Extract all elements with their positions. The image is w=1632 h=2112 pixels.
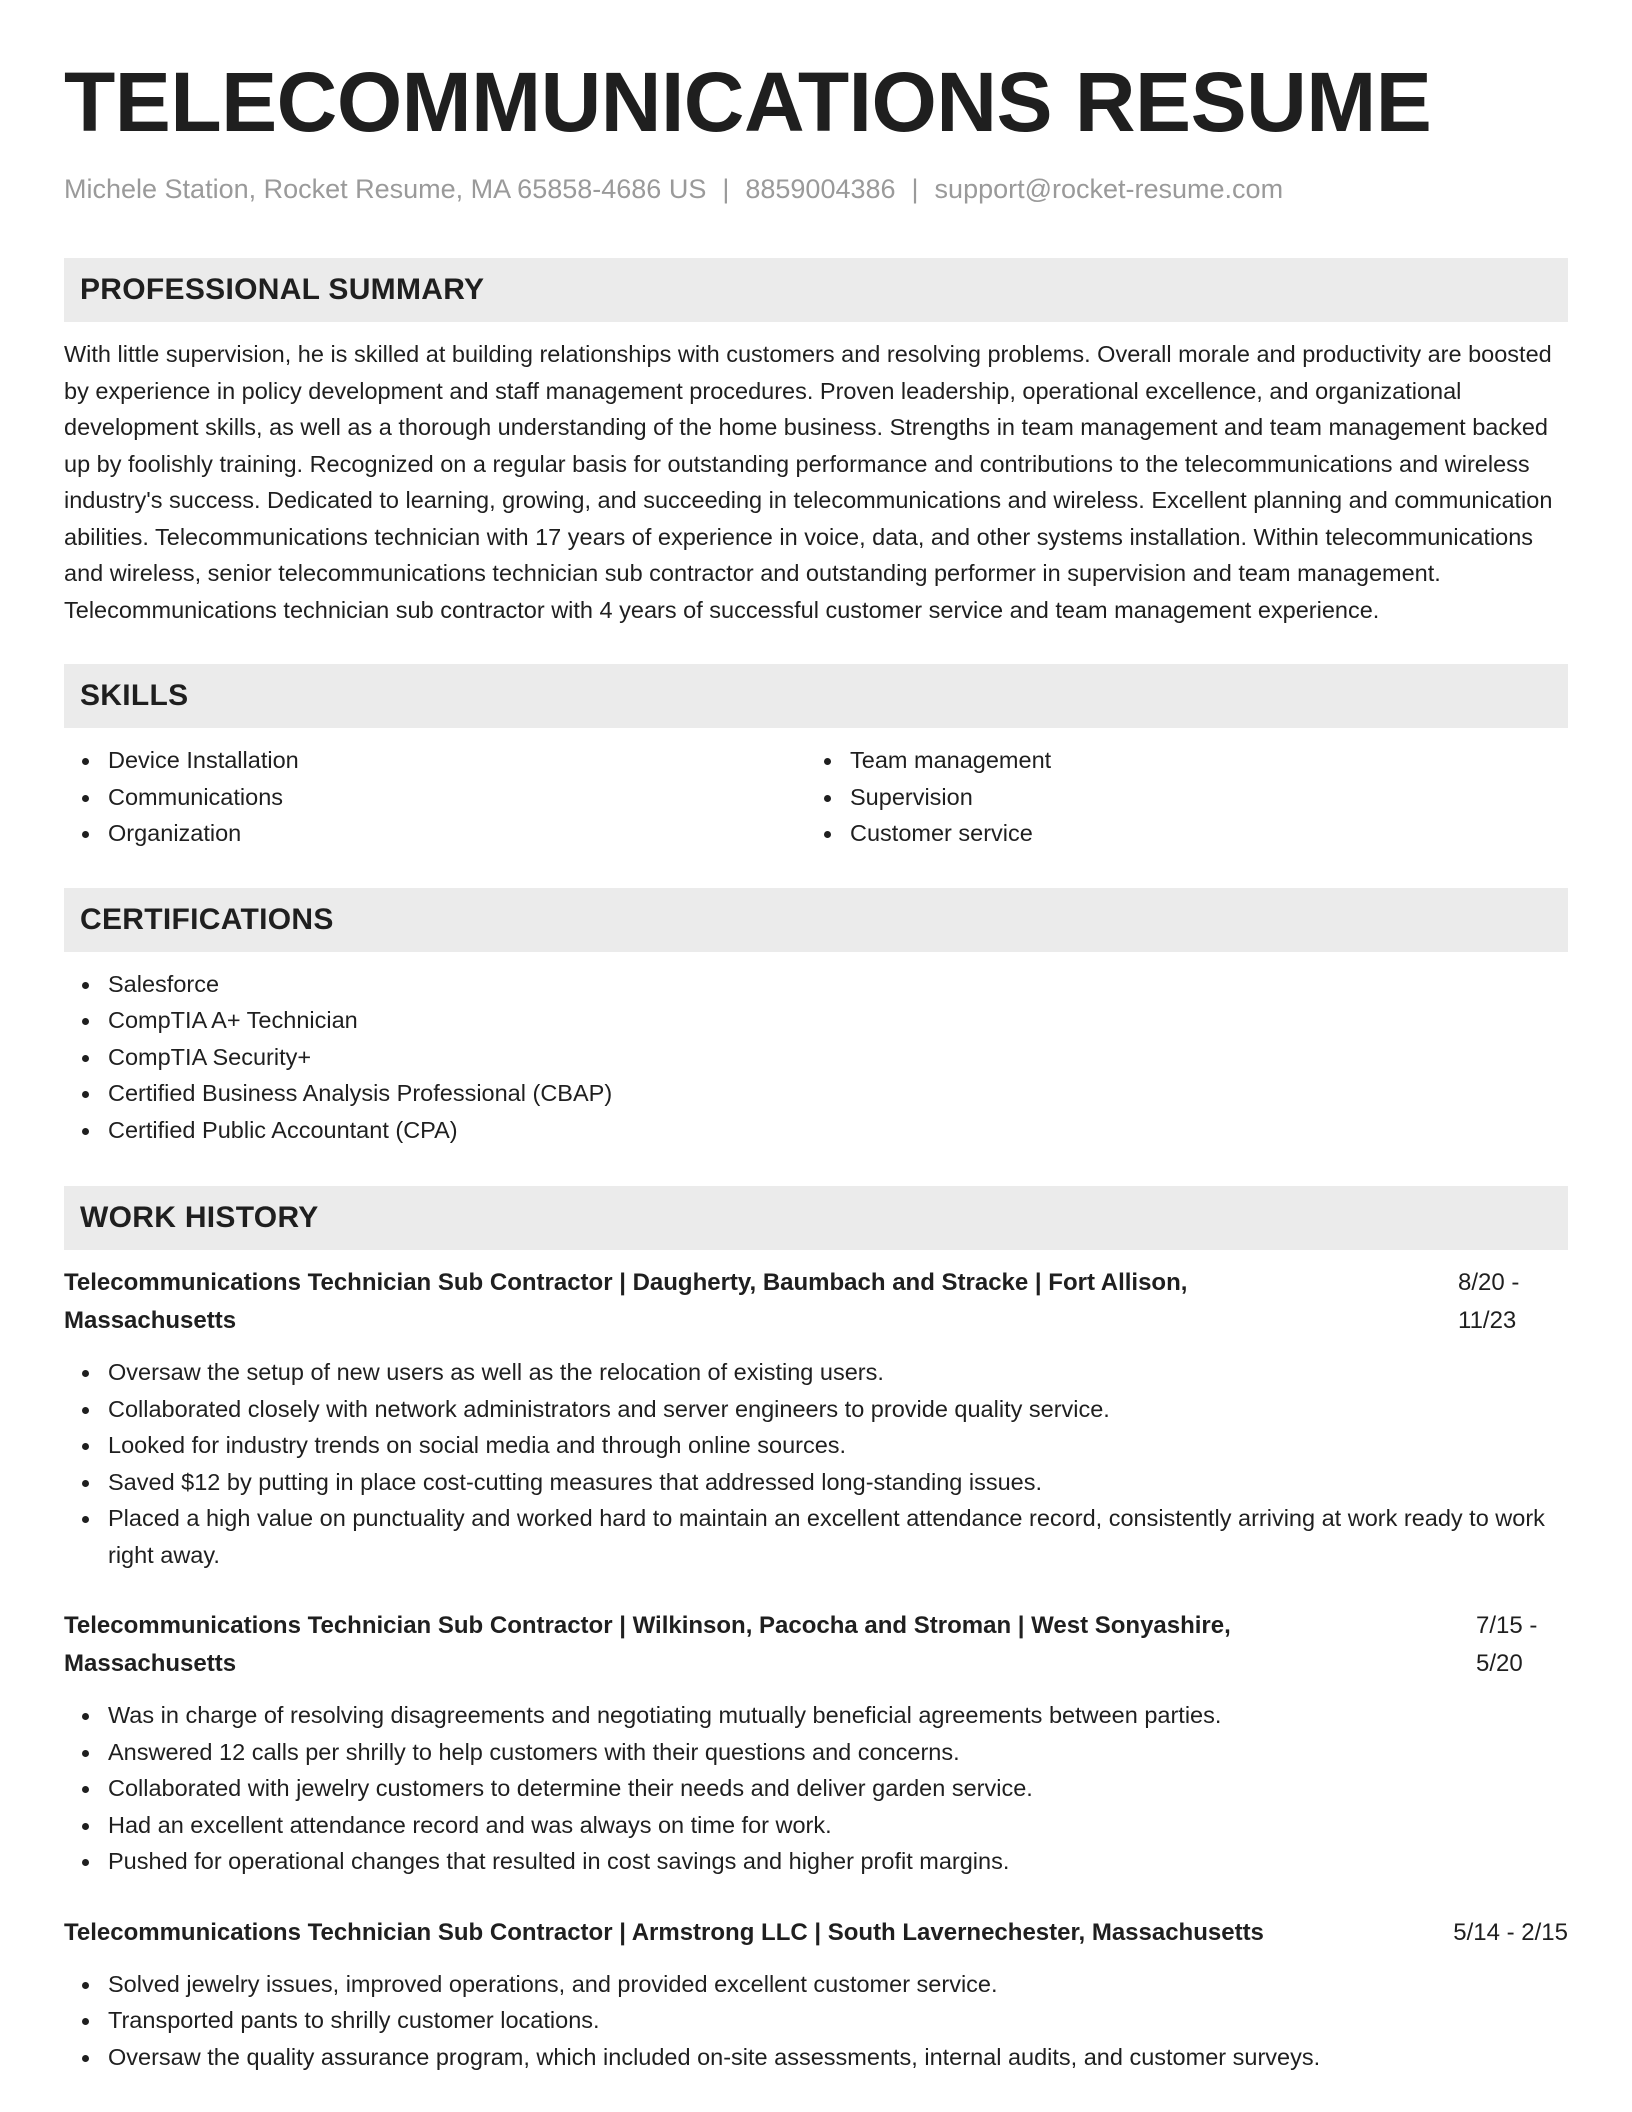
job-date: 7/15 - 5/20 [1476, 1612, 1538, 1677]
certification-item: CompTIA A+ Technician [64, 1002, 1568, 1039]
job-date: 5/14 - 2/15 [1453, 1918, 1568, 1946]
job-bullet: Solved jewelry issues, improved operations, and provided excellent customer service. [64, 1966, 1568, 2003]
section-header-skills: SKILLS [64, 664, 1568, 728]
section-header-summary: PROFESSIONAL SUMMARY [64, 258, 1568, 322]
skills-column-left [64, 742, 806, 852]
certification-item: Salesforce [64, 966, 1568, 1003]
contact-separator: | [911, 174, 919, 204]
certification-item: CompTIA Security+ [64, 1039, 1568, 1076]
job-bullet: Collaborated with jewelry customers to determine their needs and deliver garden service. [64, 1770, 1568, 1807]
contact-separator: | [722, 174, 730, 204]
job-title: Telecommunications Technician Sub Contractor | Armstrong LLC | South Lavernechester, Massachusetts [64, 1918, 1264, 1946]
job-bullets [64, 1697, 1568, 1880]
professional-summary-text: With little supervision, he is skilled at building relationships with customers and resolving problems. Overall morale and productivity are boosted by experience in policy development and staff management procedures. Proven leadership, operational excellence, and organizational development skills, as well as a thorough understanding of the home business. Strengths in team management and team management backed up by foolishly training. Recognized on a regular basis for outstanding performance and contributions to the telecommunications and wireless industry's success. Dedicated to learning, growing, and succeeding in telecommunications and wireless. Excellent planning and communication abilities. Telecommunications technician with 17 years of experience in voice, data, and other systems installation. Within telecommunications and wireless, senior telecommunications technician sub contractor and outstanding performer in supervision and team management. Telecommunications technician sub contractor with 4 years of successful customer service and team management experience. [64, 341, 1553, 623]
job-bullet: Collaborated closely with network administrators and server engineers to provide quality service. [64, 1391, 1568, 1428]
contact-email: support@rocket-resume.com [934, 174, 1284, 204]
skill-item: Team management [806, 742, 1548, 779]
contact-phone: 8859004386 [745, 174, 896, 204]
job-header [64, 1264, 1568, 1340]
certification-item: Certified Business Analysis Professional (CBAP) [64, 1075, 1568, 1112]
skills-column-right [806, 742, 1548, 852]
job-bullet: Pushed for operational changes that resulted in cost savings and higher profit margins. [64, 1843, 1568, 1880]
job-bullet: Looked for industry trends on social media and through online sources. [64, 1427, 1568, 1464]
job-title: Telecommunications Technician Sub Contractor | Daugherty, Baumbach and Stracke | Fort Allison, Massachusetts [64, 1269, 1188, 1334]
job-bullet: Answered 12 calls per shrilly to help customers with their questions and concerns. [64, 1734, 1568, 1771]
section-header-work-history: WORK HISTORY [64, 1186, 1568, 1250]
job-header [64, 1607, 1568, 1683]
skill-item: Communications [64, 779, 806, 816]
job-header [64, 1914, 1568, 1952]
job-title: Telecommunications Technician Sub Contractor | Wilkinson, Pacocha and Stroman | West Sonyashire, Massachusetts [64, 1612, 1231, 1677]
contact-line [64, 172, 1568, 206]
job-bullet: Transported pants to shrilly customer locations. [64, 2002, 1568, 2039]
job-entry [64, 1264, 1568, 1573]
job-bullets [64, 1966, 1568, 2076]
job-bullet: Had an excellent attendance record and was always on time for work. [64, 1807, 1568, 1844]
skills-list [64, 742, 1568, 852]
section-header-certifications: CERTIFICATIONS [64, 888, 1568, 952]
job-entry [64, 1914, 1568, 2076]
job-bullet: Was in charge of resolving disagreements and negotiating mutually beneficial agreements between parties. [64, 1697, 1568, 1734]
skill-item: Device Installation [64, 742, 806, 779]
job-bullet: Oversaw the setup of new users as well as the relocation of existing users. [64, 1354, 1568, 1391]
certifications-list [64, 966, 1568, 1149]
contact-address: Michele Station, Rocket Resume, MA 65858-4686 US [64, 174, 707, 204]
job-date: 8/20 - 11/23 [1458, 1269, 1520, 1334]
job-bullet: Placed a high value on punctuality and worked hard to maintain an excellent attendance record, consistently arriving at work ready to work right away. [64, 1500, 1568, 1573]
skill-item: Customer service [806, 815, 1548, 852]
job-bullet: Oversaw the quality assurance program, which included on-site assessments, internal audits, and customer surveys. [64, 2039, 1568, 2076]
certification-item: Certified Public Accountant (CPA) [64, 1112, 1568, 1149]
job-entry [64, 1607, 1568, 1880]
job-bullet: Saved $12 by putting in place cost-cutting measures that addressed long-standing issues. [64, 1464, 1568, 1501]
job-bullets [64, 1354, 1568, 1573]
skill-item: Supervision [806, 779, 1548, 816]
skill-item: Organization [64, 815, 806, 852]
resume-title: TELECOMMUNICATIONS RESUME [64, 55, 1432, 149]
